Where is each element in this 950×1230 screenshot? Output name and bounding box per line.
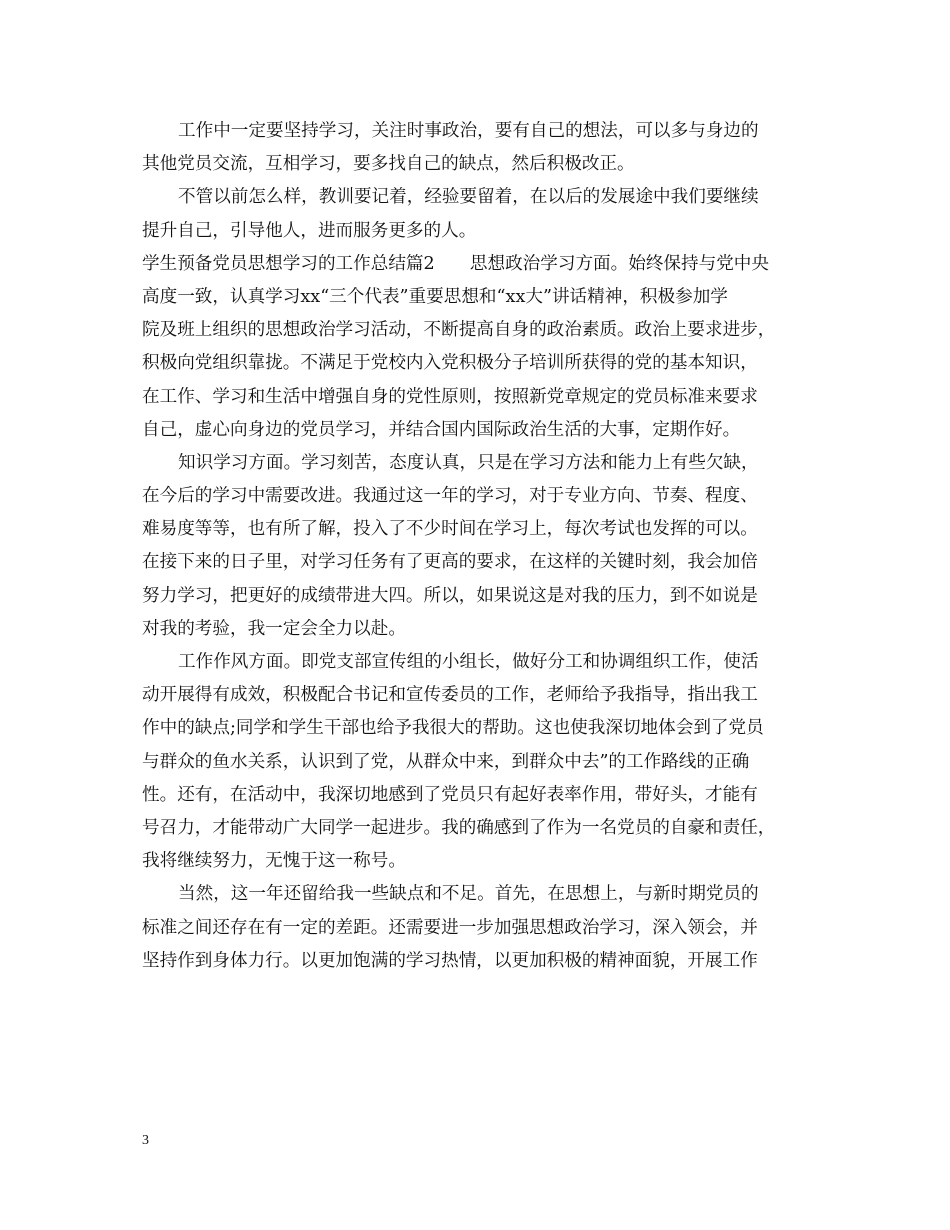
text-line: 知识学习方面。学习刻苦，态度认真，只是在学习方法和能力上有些欠缺， [178, 452, 759, 473]
text-line: 坚持作到身体力行。以更加饱满的学习热情，以更加积极的精神面貌，开展工作 [142, 950, 758, 971]
text-line: 自己，虚心向身边的党员学习，并结合国内国际政治生活的大事，定期作好。 [142, 419, 741, 440]
text-line: 在今后的学习中需要改进。我通过这一年的学习，对于专业方向、节奏、程度、 [142, 486, 758, 507]
text-line: 不管以前怎么样，教训要记着，经验要留着，在以后的发展途中我们要继续 [178, 187, 759, 208]
text-line: 努力学习，把更好的成绩带进大四。所以，如果说这是对我的压力，到不如说是 [142, 585, 758, 606]
text-line: 对我的考验，我一定会全力以赴。 [142, 618, 406, 639]
text-line: 当然，这一年还留给我一些缺点和不足。首先，在思想上，与新时期党员的 [178, 884, 759, 905]
text-line: 在接下来的日子里，对学习任务有了更高的要求，在这样的关键时刻，我会加倍 [142, 552, 758, 573]
text-line: 高度一致，认真学习xx“三个代表”重要思想和“xx大”讲话精神，积极参加学 [142, 286, 728, 307]
text-line: 院及班上组织的思想政治学习活动，不断提高自身的政治素质。政治上要求进步， [142, 320, 776, 341]
text-line: 我将继续努力，无愧于这一称号。 [142, 851, 406, 872]
text-line: 与群众的鱼水关系，认识到了党，从群众中来，到群众中去”的工作路线的正确 [142, 751, 750, 772]
section-heading-line: 学生预备党员思想学习的工作总结篇2 思想政治学习方面。始终保持与党中央 [142, 253, 769, 274]
text-line: 其他党员交流，互相学习，要多找自己的缺点，然后积极改正。 [142, 154, 635, 175]
text-line: 号召力，才能带动广大同学一起进步。我的确感到了作为一名党员的自豪和责任， [142, 817, 776, 838]
page-number: 3 [142, 1133, 149, 1148]
text-line: 性。还有，在活动中，我深切地感到了党员只有起好表率作用，带好头，才能有 [142, 784, 758, 805]
text-line: 工作中一定要坚持学习，关注时事政治，要有自己的想法，可以多与身边的 [178, 121, 759, 141]
text-line: 工作作风方面。即党支部宣传组的小组长，做好分工和协调组织工作，使活 [178, 652, 759, 672]
text-line: 提升自己，引导他人，进而服务更多的人。 [142, 220, 477, 241]
body-text [142, 115, 810, 978]
text-line: 难易度等等，也有所了解，投入了不少时间在学习上，每次考试也发挥的可以。 [142, 519, 758, 540]
text-line: 动开展得有成效，积极配合书记和宣传委员的工作，老师给予我指导，指出我工 [142, 685, 758, 706]
text-line: 标准之间还存在有一定的差距。还需要进一步加强思想政治学习，深入领会，并 [142, 917, 758, 938]
text-line: 积极向党组织靠拢。不满足于党校内入党积极分子培训所获得的党的基本知识， [142, 353, 758, 374]
text-line: 作中的缺点;同学和学生干部也给予我很大的帮助。这也使我深切地体会到了党员 [142, 718, 764, 739]
text-line: 在工作、学习和生活中增强自身的党性原则，按照新党章规定的党员标准来要求 [142, 386, 758, 407]
